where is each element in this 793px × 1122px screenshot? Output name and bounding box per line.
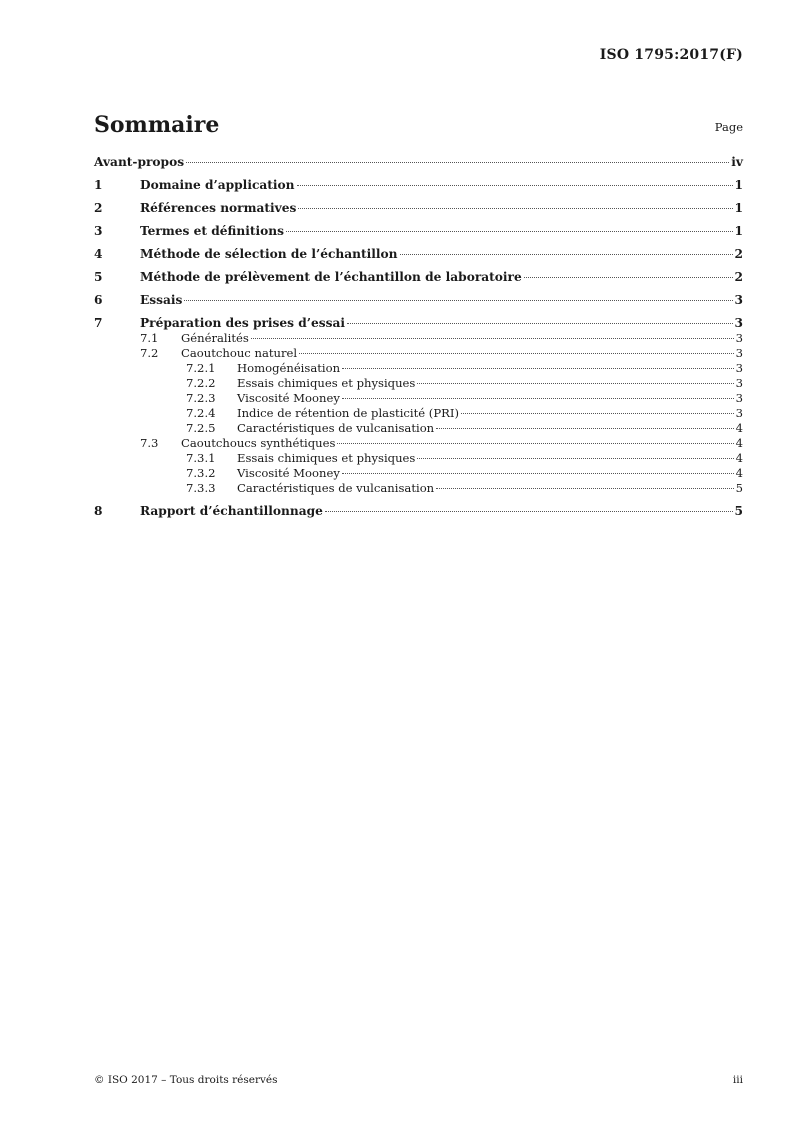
toc-entry-number: 7.3 [140,436,159,450]
toc-entry-label: Viscosité Mooney [237,391,340,405]
dot-leader [184,300,732,301]
dot-leader [298,208,732,209]
toc-entry-7-2[interactable] [94,346,743,361]
toc-entry-number: 7.2.2 [186,376,216,390]
toc-entry-7-3-2[interactable] [94,466,743,481]
dot-leader [347,323,733,324]
footer-page-number: iii [732,1074,743,1086]
toc-entry-foreword[interactable] [94,155,743,170]
toc-entry-page: 3 [734,293,743,307]
toc-entry-label: Viscosité Mooney [237,466,340,480]
toc-entry-label: Termes et définitions [140,224,284,238]
toc-entry-page: 2 [734,270,743,284]
page-title: Sommaire [94,112,220,138]
dot-leader [286,231,733,232]
toc-entry-page: 5 [734,504,743,518]
toc-entry-number: 7.1 [140,331,159,345]
toc-entry-7-2-1[interactable] [94,361,743,376]
toc-entry-2[interactable] [94,201,743,216]
toc-entry-number: 7.2.5 [186,421,216,435]
toc-entry-page: 3 [735,376,743,390]
toc-entry-7-3-3[interactable] [94,481,743,496]
toc-entry-page: 3 [735,391,743,405]
toc-entry-7-2-3[interactable] [94,391,743,406]
toc-entry-label: Homogénéisation [237,361,341,375]
toc-entry-7-2-2[interactable] [94,376,743,391]
toc-entry-page: 2 [734,247,743,261]
toc-entry-6[interactable] [94,293,743,308]
toc-entry-number: 7.2.3 [186,391,216,405]
toc-entry-page: 5 [735,481,743,495]
toc-entry-page: 4 [735,421,743,435]
toc-entry-page: 1 [734,224,743,238]
toc-entry-number: 4 [94,247,103,261]
footer-copyright: © ISO 2017 – Tous droits réservés [94,1074,278,1086]
toc-entry-page: iv [731,155,743,169]
dot-leader [325,511,733,512]
dot-leader [417,458,733,459]
toc-entry-number: 7 [94,316,103,330]
toc-entry-page: 3 [735,406,743,420]
toc-entry-label: Références normatives [140,201,297,215]
toc-entry-label: Caractéristiques de vulcanisation [237,421,435,435]
toc-entry-label: Préparation des prises d’essai [140,316,346,330]
toc-entry-number: 7.2.4 [186,406,216,420]
dot-leader [299,353,734,354]
toc-entry-number: 2 [94,201,103,215]
toc-entry-number: 1 [94,178,103,192]
toc-entry-label: Méthode de sélection de l’échantillon [140,247,398,261]
toc-entry-page: 1 [734,178,743,192]
toc-entry-7[interactable] [94,316,743,331]
toc-entry-page: 3 [735,331,743,345]
toc-entry-8[interactable] [94,504,743,519]
table-of-contents [94,155,743,527]
toc-entry-label: Avant-propos [94,155,185,169]
toc-entry-number: 5 [94,270,103,284]
toc-entry-7-1[interactable] [94,331,743,346]
toc-entry-label: Généralités [181,331,249,345]
toc-entry-number: 7.3.1 [186,451,216,465]
toc-entry-5[interactable] [94,270,743,285]
toc-entry-page: 4 [735,436,743,450]
dot-leader [342,473,734,474]
toc-entry-number: 3 [94,224,103,238]
toc-entry-4[interactable] [94,247,743,262]
toc-entry-7-2-4[interactable] [94,406,743,421]
toc-entry-page: 3 [735,346,743,360]
toc-entry-page: 3 [735,361,743,375]
toc-entry-label: Caoutchoucs synthétiques [181,436,336,450]
toc-entry-number: 7.2.1 [186,361,216,375]
dot-leader [251,338,734,339]
toc-entry-number: 8 [94,504,103,518]
toc-entry-label: Essais chimiques et physiques [237,451,416,465]
dot-leader [342,398,734,399]
toc-entry-label: Caractéristiques de vulcanisation [237,481,435,495]
toc-entry-label: Méthode de prélèvement de l’échantillon de laboratoire [140,270,522,284]
toc-entry-1[interactable] [94,178,743,193]
dot-leader [337,443,733,444]
toc-entry-label: Caoutchouc naturel [181,346,298,360]
toc-entry-number: 7.3.2 [186,466,216,480]
toc-entry-page: 4 [735,451,743,465]
toc-entry-3[interactable] [94,224,743,239]
toc-entry-7-3-1[interactable] [94,451,743,466]
dot-leader [436,428,733,429]
toc-entry-label: Indice de rétention de plasticité (PRI) [237,406,459,420]
dot-leader [342,368,734,369]
dot-leader [400,254,733,255]
toc-entry-label: Essais [140,293,183,307]
toc-entry-number: 7.3.3 [186,481,216,495]
toc-entry-page: 3 [734,316,743,330]
toc-entry-label: Essais chimiques et physiques [237,376,416,390]
dot-leader [461,413,734,414]
dot-leader [297,185,733,186]
dot-leader [524,277,733,278]
toc-entry-number: 7.2 [140,346,159,360]
toc-entry-label: Rapport d’échantillonnage [140,504,323,518]
toc-entry-7-3[interactable] [94,436,743,451]
toc-entry-7-2-5[interactable] [94,421,743,436]
toc-entry-label: Domaine d’application [140,178,295,192]
page-column-label: Page [714,120,743,134]
toc-entry-page: 1 [734,201,743,215]
dot-leader [417,383,733,384]
dot-leader [186,162,729,163]
document-code: ISO 1795:2017(F) [599,47,743,63]
toc-entry-page: 4 [735,466,743,480]
dot-leader [436,488,733,489]
toc-entry-number: 6 [94,293,103,307]
